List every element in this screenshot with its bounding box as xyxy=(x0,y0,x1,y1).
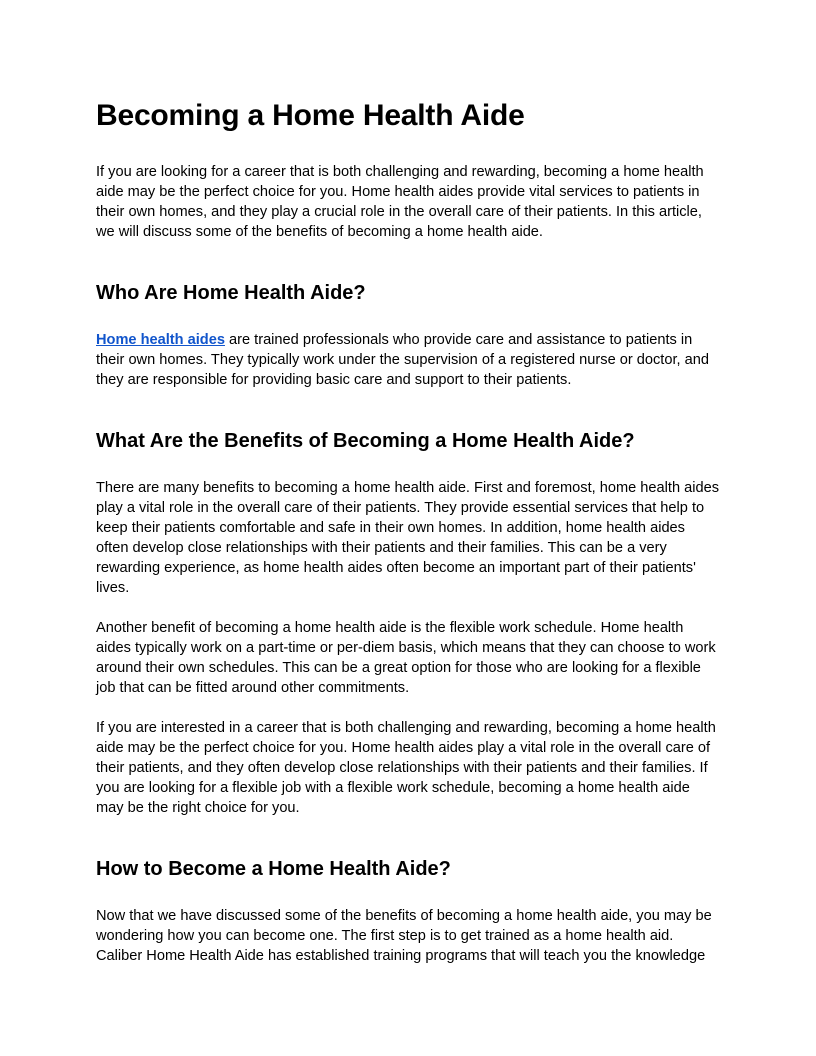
benefits-paragraph-1: There are many benefits to becoming a home health aide. First and foremost, home health aides play a vital role in the overall care of their patients. They provide essential services that help to keep their patients comfortable and safe in their own homes. In addition, home health aides often develop close relationships with their patients and their families. This can be a very rewarding experience, as home health aides often become an important part of their patients' lives. xyxy=(96,480,720,596)
page-title: Becoming a Home Health Aide xyxy=(96,99,525,132)
who-paragraph-text: are trained professionals who provide care and assistance to patients in their own homes. They typically work under the supervision of a registered nurse or doctor, and they are responsible for providing basic care and support to their patients. xyxy=(96,332,709,388)
intro-paragraph: If you are looking for a career that is both challenging and rewarding, becoming a home health aide may be the perfect choice for you. Home health aides provide vital services to patients in their own homes, and they play a crucial role in the overall care of their patients. In this article, we will discuss some of the benefits of becoming a home health aide. xyxy=(96,164,704,240)
benefits-paragraph-2: Another benefit of becoming a home health aide is the flexible work schedule. Home health aides typically work on a part-time or per-diem basis, which means that they can choose to work around their own schedules. This can be a great option for those who are looking for a flexible job that can be fitted around other commitments. xyxy=(96,620,716,696)
how-paragraph-1: Now that we have discussed some of the benefits of becoming a home health aide, you may be wondering how you can become one. The first step is to get trained as a home health aid. Caliber Home Health Aide has established training programs that will teach you the knowledge xyxy=(96,908,712,964)
section-heading-who: Who Are Home Health Aide? xyxy=(96,282,366,304)
who-paragraph xyxy=(96,330,720,390)
section-heading-how: How to Become a Home Health Aide? xyxy=(96,858,451,880)
benefits-paragraph-3: If you are interested in a career that is both challenging and rewarding, becoming a home health aide may be the perfect choice for you. Home health aides play a vital role in the overall care of their patients, and they often develop close relationships with their patients and their families. If you are looking for a flexible job with a flexible work schedule, becoming a home health aide may be the right choice for you. xyxy=(96,720,716,816)
home-health-aides-link[interactable]: Home health aides xyxy=(96,332,225,348)
section-heading-benefits: What Are the Benefits of Becoming a Home Health Aide? xyxy=(96,430,635,452)
document-body xyxy=(96,96,720,966)
